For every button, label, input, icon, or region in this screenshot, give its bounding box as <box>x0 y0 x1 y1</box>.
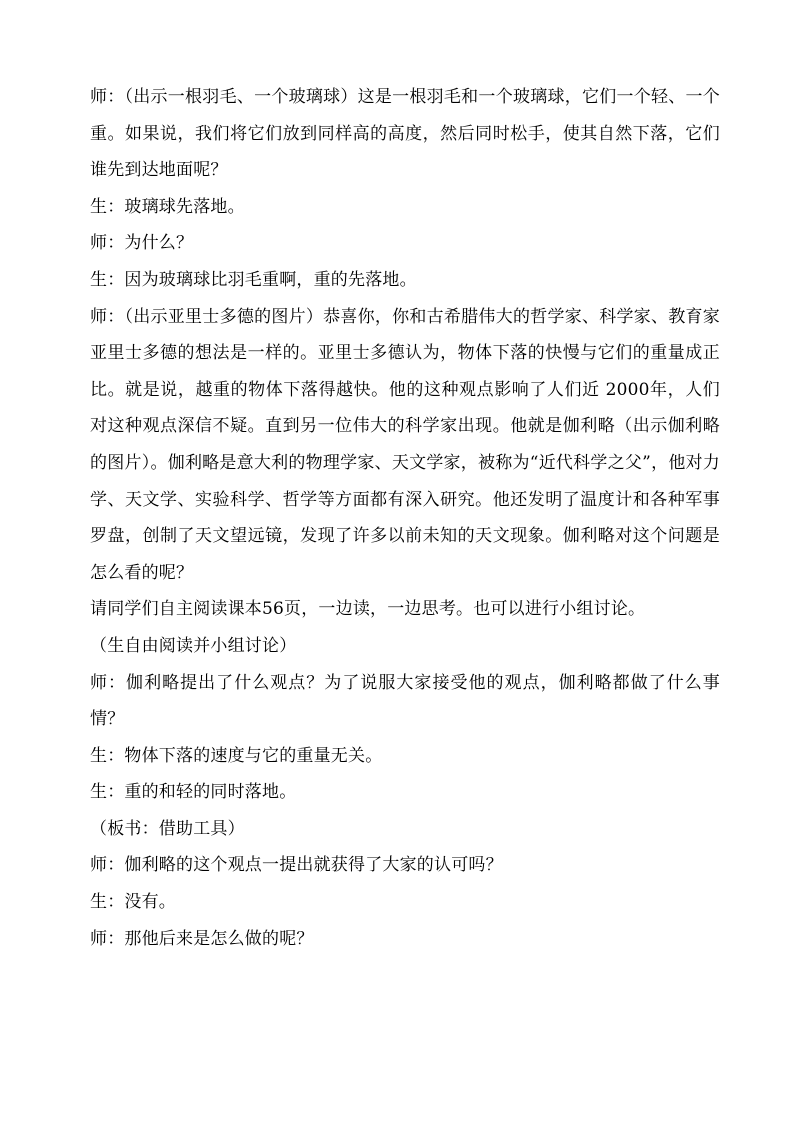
paragraph-teacher-recognition: 师：伽利略的这个观点一提出就获得了大家的认可吗？ <box>90 855 503 876</box>
document-body <box>90 79 720 957</box>
paragraph-student-speed: 生：物体下落的速度与它的重量无关。 <box>90 745 383 766</box>
paragraph-student-no: 生：没有。 <box>90 892 176 913</box>
paragraph-teacher-why: 师：为什么？ <box>90 233 194 254</box>
paragraph-student-same-time: 生：重的和轻的同时落地。 <box>90 782 297 803</box>
paragraph-teacher-galileo-view: 师：伽利略提出了什么观点？为了说服大家接受他的观点，伽利略都做了什么事情？ <box>90 672 720 730</box>
paragraph-teacher-question: 师：（出示一根羽毛、一个玻璃球）这是一根羽毛和一个玻璃球，它们一个轻、一个重。如果说，我们将它们放到同样高的高度，然后同时松手，使其自然下落，它们谁先到达地面呢？ <box>90 87 720 181</box>
paragraph-student-reason: 生：因为玻璃球比羽毛重啊，重的先落地。 <box>90 269 417 290</box>
paragraph-reading-instruction: 请同学们自主阅读课本56页，一边读，一边思考。也可以进行小组讨论。 <box>90 599 646 620</box>
paragraph-teacher-aristotle-galileo: 师：（出示亚里士多德的图片）恭喜你，你和古希腊伟大的哲学家、科学家、教育家亚里士多德的想法是一样的。亚里士多德认为，物体下落的快慢与它们的重量成正比。就是说，越重的物体下落得越快。他的这种观点影响了人们近 2000年，人们对这种观点深信不疑。直到另一位伟大的科学家出现。他就是伽利略（出示伽利略的图片）。伽利略是意大利的物理学家、天文学家，被称为“近代科学之父”，他对力学、天文学、实验科学、哲学等方面都有深入研究。他还发明了温度计和各种军事罗盘，创制了天文望远镜，发现了许多以前未知的天文现象。伽利略对这个问题是怎么看的呢？ <box>90 306 720 583</box>
paragraph-teacher-next: 师：那他后来是怎么做的呢？ <box>90 928 314 949</box>
paragraph-student-answer: 生：玻璃球先落地。 <box>90 196 245 217</box>
paragraph-stage-direction: （生自由阅读并小组讨论） <box>90 635 297 656</box>
paragraph-board-note: （板书：借助工具） <box>90 818 245 839</box>
